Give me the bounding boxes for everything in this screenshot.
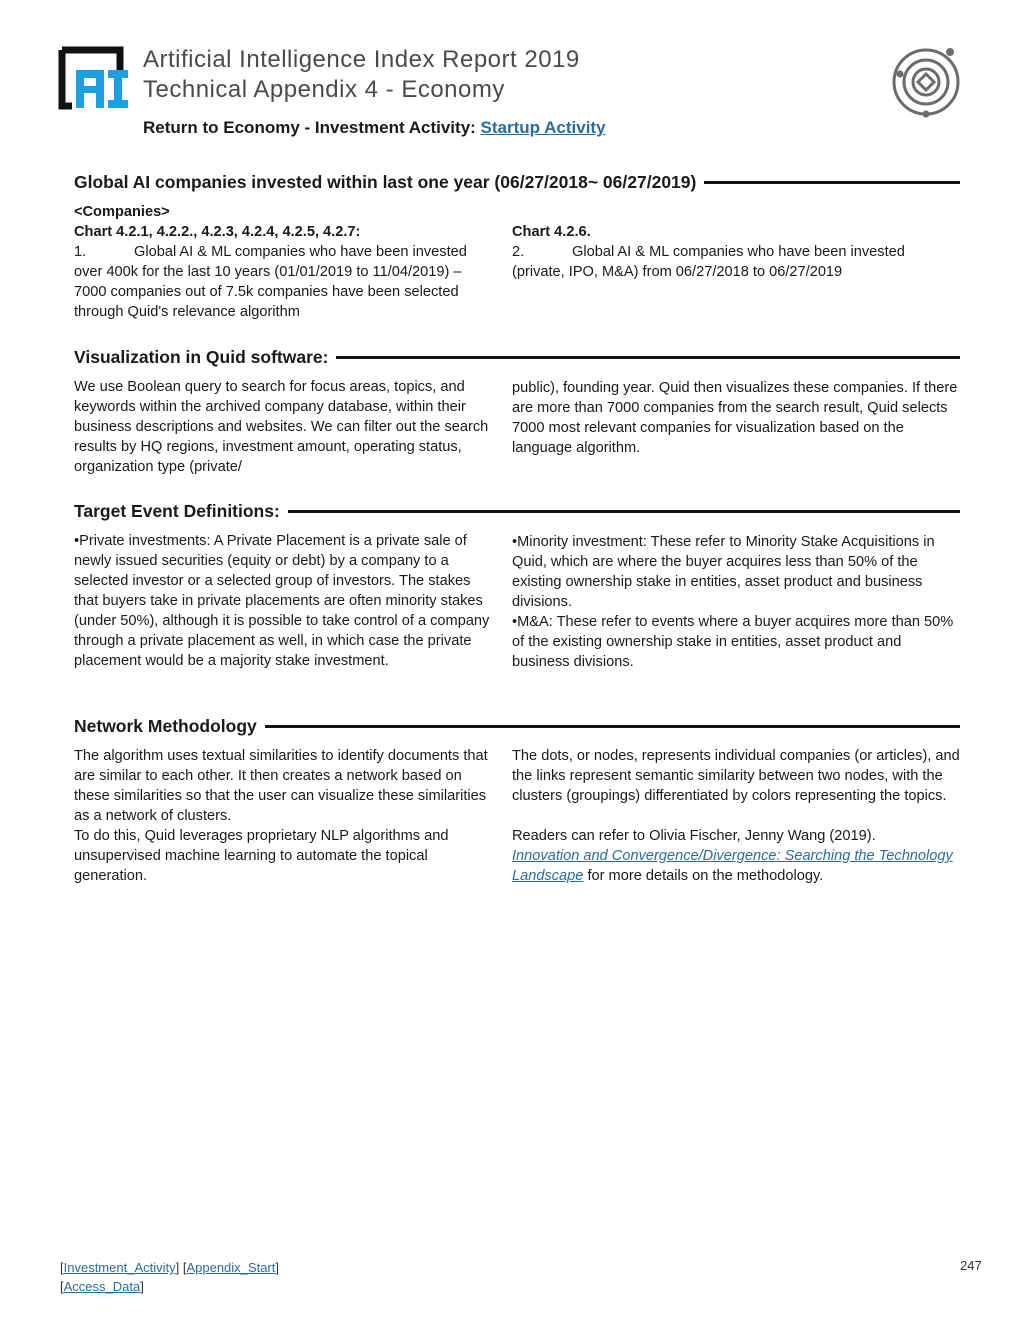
- network-para-2: To do this, Quid leverages proprietary NLP algorithms and unsupervised machine learning to automate the topical generation.: [74, 828, 449, 884]
- access-data-link[interactable]: Access_Data: [63, 1279, 141, 1294]
- methodology-paper-link[interactable]: Innovation and Convergence/Divergence: Searching the Technology Landscape: [512, 848, 953, 884]
- section-heading: Global AI companies invested within last one year (06/27/2018~ 06/27/2019): [74, 172, 697, 192]
- reference-suffix: for more details on the methodology.: [583, 868, 824, 884]
- network-left-column: [74, 746, 498, 886]
- item-text: Global AI & ML companies who have been invested over 400k for the last 10 years (01/01/2019 to 11/04/2019) – 7000 companies out of 7.5k companies have been selected through Quid's relevance algorithm: [74, 244, 467, 320]
- section-rule: [288, 510, 960, 513]
- footer-nav: [60, 1258, 279, 1296]
- section-rule: [704, 181, 960, 184]
- section-global-header: [74, 172, 960, 193]
- section-heading: Visualization in Quid software:: [74, 347, 329, 367]
- network-para-1: The algorithm uses textual similarities to identify documents that are similar to each other. It then creates a network based on these similarities so that the user can visualize these similarities as a network of clusters.: [74, 748, 488, 824]
- section-heading: Network Methodology: [74, 716, 257, 736]
- investment-activity-link[interactable]: Investment_Activity: [63, 1260, 176, 1275]
- return-prefix: Return to Economy - Investment Activity:: [143, 118, 481, 137]
- network-reference-link-line: [512, 846, 960, 886]
- item-number: 1.: [74, 244, 87, 260]
- page-number: 247: [960, 1258, 982, 1273]
- footer-line-2: [Access_Data]: [60, 1279, 144, 1294]
- network-right-column: [512, 746, 960, 886]
- chart-list-right: Chart 4.2.6.: [512, 224, 591, 240]
- ma-definition: •M&A: These refer to events where a buyer acquires more than 50% of the existing ownership stake in entities, asset product and business divisions.: [512, 614, 954, 670]
- section-heading: Target Event Definitions:: [74, 501, 280, 521]
- item-text: Global AI & ML companies who have been invested (private, IPO, M&A) from 06/27/2018 to 06/27/2019: [512, 244, 905, 280]
- visualization-right-text: public), founding year. Quid then visualizes these companies. If there are more than 7000 companies from the search result, Quid selects 7000 most relevant companies for visualization based on the language algorithm.: [512, 380, 958, 456]
- global-left-column: [74, 202, 498, 322]
- section-target-header: [74, 501, 960, 522]
- section-network-header: [74, 716, 960, 737]
- target-right-column: [512, 532, 960, 672]
- orbit-icon: [888, 44, 964, 120]
- section-rule: [336, 356, 960, 359]
- ai-index-logo: [58, 46, 130, 110]
- chart-list-left: Chart 4.2.1, 4.2.2., 4.2.3, 4.2.4, 4.2.5, 4.2.7:: [74, 224, 361, 240]
- startup-activity-link[interactable]: Startup Activity: [480, 118, 606, 137]
- network-para-3: The dots, or nodes, represents individual companies (or articles), and the links represent semantic similarity between two nodes, with the clusters (groupings) differentiated by colors representing the topics.: [512, 748, 960, 804]
- global-item-2: [512, 242, 960, 282]
- global-right-column: [512, 222, 960, 282]
- report-title: Artificial Intelligence Index Report 2019: [143, 46, 580, 73]
- target-left-text: •Private investments: A Private Placement is a private sale of newly issued securities (equity or debt) by a company to a selected investor or a selected group of investors. The stakes that buyers take in private placements are often minority stakes (under 50%), although it is possible to take control of a company through a private placement as well, in which case the private placement would be a majority stake investment.: [74, 533, 490, 669]
- section-rule: [265, 725, 960, 728]
- appendix-start-link[interactable]: Appendix_Start: [186, 1260, 276, 1275]
- global-item-1: [74, 242, 498, 322]
- network-reference: Readers can refer to Olivia Fischer, Jenny Wang (2019).: [512, 828, 876, 844]
- minority-investment-definition: •Minority investment: These refer to Minority Stake Acquisitions in Quid, which are where the buyer acquires less than 50% of the existing ownership stake in entities, asset product and business divisions.: [512, 534, 935, 610]
- footer-line-1: [Investment_Activity] [Appendix_Start]: [60, 1260, 279, 1275]
- return-nav: [143, 118, 606, 138]
- section-visualization-header: [74, 347, 960, 368]
- appendix-title: Technical Appendix 4 - Economy: [143, 76, 505, 103]
- visualization-left-text: We use Boolean query to search for focus areas, topics, and keywords within the archived company database, within their business descriptions and websites. We can filter out the search results by HQ regions, investment amount, operating status, organization type (private/: [74, 379, 489, 475]
- item-number: 2.: [512, 244, 525, 260]
- companies-label: <Companies>: [74, 204, 170, 220]
